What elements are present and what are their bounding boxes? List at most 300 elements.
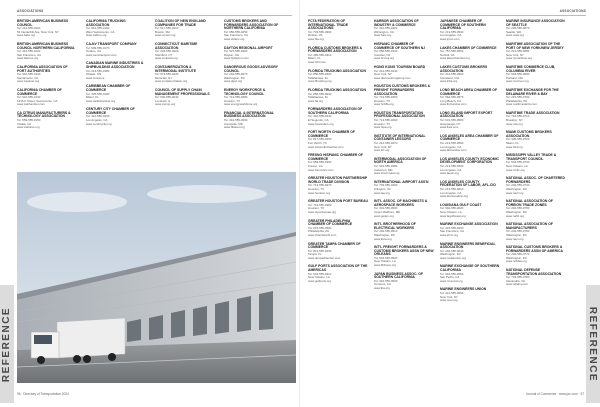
entry-detail-line: Philadelphia, PA: [506, 99, 527, 103]
entry-detail-line: Tel: 213-555-0540: [440, 30, 464, 34]
entry-detail-line: Norfolk, VA: [440, 53, 455, 57]
directory-entry: [374, 135, 434, 153]
directory-entry: [374, 223, 434, 241]
entry-detail-line: Seattle, WA: [506, 30, 522, 34]
entry-detail-line: Tallahassee, FL: [308, 76, 329, 80]
entry-name: FLORIDA TRUCKING ASSOCIATION: [308, 68, 366, 73]
entry-detail-line: Houston, TX: [374, 99, 391, 103]
entry-detail-line: Tel: 202-555-0740: [506, 184, 530, 188]
directory-entry: [374, 246, 434, 268]
entry-detail-line: Tel: 310-555-0420: [374, 27, 398, 31]
entry-name: GULF PORTS ASSOCIATION OF THE AMERICAS: [308, 264, 368, 273]
entry-detail-line: New York, NY: [374, 73, 392, 77]
directory-entry: [506, 43, 566, 61]
entry-detail-line: Tel: 202-555-0640: [440, 249, 464, 253]
entry-detail-line: www.goiam.org: [374, 214, 394, 218]
entry-detail-line: Tel: 410-555-0290: [224, 119, 248, 123]
entry-detail-line: Tel: 212-555-0100: [17, 27, 41, 31]
directory-entry: [440, 204, 500, 218]
entry-name: DAYTON REGIONAL AIRPORT: [224, 45, 273, 50]
entry-detail-line: Tel: 713-555-0370: [308, 184, 332, 188]
entry-detail-line: www.cbfanc.org: [224, 37, 245, 41]
entry-name: MARINE EXCHANGE ASSOCIATION: [440, 222, 498, 227]
entry-detail-line: New York, NY: [506, 53, 524, 57]
entry-detail-line: Tel: 305-555-0190: [86, 92, 110, 96]
entry-detail-line: www.lachamber.com: [440, 149, 467, 153]
entry-detail-line: Tel: 310-555-0340: [308, 115, 332, 119]
entry-name: LOS ANGELES COUNTY ECONOMIC DEVELOPMENT CORPORATION: [440, 156, 499, 165]
directory-entry: [440, 112, 500, 130]
directory-entry: [506, 246, 566, 264]
entry-name: MARINE EXCHANGE OF SOUTHERN CALIFORNIA: [440, 264, 500, 273]
entry-name: LAKES CHAMBER OF COMMERCE: [440, 45, 497, 50]
entry-detail-line: www.fortworthchamber.com: [308, 145, 344, 149]
directory-entry: [308, 200, 368, 214]
entry-detail-line: Tel: 310-555-0530: [374, 279, 398, 283]
entry-detail-line: Dayton, OH: [224, 53, 240, 57]
directory-entry: [374, 43, 434, 61]
directory-entry: [308, 108, 368, 126]
entry-detail-line: www.laedc.org: [440, 172, 459, 176]
entry-detail-line: www.intermodal.org: [374, 172, 400, 176]
left-column-2: [86, 20, 146, 131]
entry-detail-line: www.houston.org: [308, 191, 331, 195]
entry-detail-line: www.meu.org: [440, 299, 458, 303]
entry-detail-line: www.dgac.org: [224, 80, 243, 84]
entry-detail-line: www.cscmp.org: [155, 103, 176, 107]
entry-detail-line: Tel: 202-555-0770: [506, 253, 530, 257]
entry-detail-line: Miami, FL: [86, 96, 99, 100]
directory-entry: [224, 47, 284, 61]
entry-detail-line: www.flydayton.com: [224, 57, 249, 61]
right-column-3: [440, 20, 500, 308]
entry-name: NATIONAL ASSOCIATION OF FOREIGN TRADE ZONES: [506, 199, 553, 207]
entry-detail-line: Tel: 630-555-0240: [155, 96, 179, 100]
footer-left: 96 · Directory of Transportation 2024: [17, 392, 69, 396]
entry-detail-line: www.centurycity.org: [86, 122, 112, 126]
entry-detail-line: Fort Worth, TX: [308, 142, 327, 146]
entry-name: HOUSTON TRANSPORTATION PROFESSIONAL ASSOCIATION: [374, 110, 425, 119]
entry-detail-line: Tel: 856-555-0430: [374, 50, 398, 54]
entry-detail-line: Lombard, IL: [155, 99, 171, 103]
entry-name: MISSISSIPPI VALLEY TRADE & TRANSPORT COUNCIL: [506, 153, 557, 161]
entry-detail-line: www.fcbf.org: [506, 145, 523, 149]
top-rule-right: [308, 15, 586, 16]
entry-detail-line: www.lbchamber.com: [440, 103, 467, 107]
entry-detail-line: Sacramento, CA: [17, 76, 39, 80]
entry-detail-line: West Sacramento, CA: [86, 30, 115, 34]
directory-entry: [506, 112, 566, 126]
entry-detail-line: Tel: 415-555-0120: [17, 50, 41, 54]
entry-detail-line: Houston, TX: [308, 207, 325, 211]
entry-detail-line: www.cmaweb.org: [155, 57, 178, 61]
entry-detail-line: El Segundo, CA: [308, 119, 329, 123]
entry-name: MARITIME ASSOCIATION OF THE PORT OF NEW YORK/NEW JERSEY: [506, 41, 564, 50]
entry-detail-line: Tel: 718-555-0710: [506, 115, 530, 119]
entry-name: MARITIME EXCHANGE FOR THE DELAWARE RIVER & BAY: [506, 87, 559, 96]
reference-side-tab-left: [0, 285, 14, 403]
entry-detail-line: Tel: 850-555-0330: [308, 92, 332, 96]
entry-detail-line: Camden, NJ: [374, 53, 391, 57]
directory-entry: [440, 66, 500, 84]
entry-detail-line: Los Angeles, CA: [440, 168, 462, 172]
entry-name: COUNCIL OF SUPPLY CHAIN MANAGEMENT PROFESSIONALS: [155, 87, 210, 96]
entry-name: CALIFORNIA ASSOCIATION OF PORT AUTHORITIES: [17, 64, 68, 73]
entry-detail-line: Tel: 301-555-0480: [374, 165, 398, 168]
entry-detail-line: www.containerization.org: [155, 80, 188, 84]
directory-entry: [506, 269, 566, 287]
entry-detail-line: Tel: 713-555-0380: [308, 203, 332, 207]
entry-name: INTERNATIONAL AIRPORT ASS'N: [374, 179, 429, 184]
entry-detail-line: 52 Vanderbilt Ave, New York, NY: [17, 30, 59, 34]
directory-entry: [440, 223, 500, 237]
entry-name: JAPANESE CHAMBER OF COMMERCE OF SOUTHERN CALIFORNIA: [440, 19, 486, 31]
entry-detail-line: Wilmington, CA: [374, 30, 394, 34]
directory-entry: [506, 177, 566, 195]
entry-name: MARITIME COMMERCE CLUB, COLUMBIA RIVER: [506, 64, 556, 73]
entry-detail-line: Fresno, CA: [308, 165, 323, 168]
directory-entry: [440, 47, 500, 61]
directory-entry: [374, 112, 434, 130]
reference-tab-label-right: REFERENCE: [587, 306, 599, 382]
directory-entry: [17, 66, 77, 84]
directory-entry: [308, 243, 368, 261]
entry-detail-line: Philadelphia, PA: [308, 230, 329, 234]
entry-detail-line: Tel: 916-555-0140: [17, 96, 41, 100]
entry-detail-line: www.chamberphl.com: [308, 233, 337, 237]
entry-detail-line: Tel: 202-555-0760: [506, 230, 530, 234]
entry-name: CONNECTICUT MARITIME ASSOCIATION: [155, 41, 198, 50]
entry-detail-line: Tel: 559-555-0360: [308, 161, 332, 165]
entry-detail-line: www.hccsnj.org: [374, 57, 395, 61]
entry-name: CA-NV TRANSPORT COMPANY: [86, 41, 137, 46]
entry-detail-line: Washington, DC: [506, 233, 527, 237]
directory-entry: [506, 20, 566, 38]
directory-entry: [224, 20, 284, 42]
entry-detail-line: www.calchamber.com: [17, 103, 45, 107]
entry-detail-line: www.forwarders.org: [308, 122, 334, 126]
right-page: [300, 0, 600, 407]
directory-entry: [17, 20, 77, 38]
entry-detail-line: New Orleans, LA: [374, 260, 396, 264]
left-column-1: [17, 20, 77, 135]
entry-detail-line: www.ncbfaa.org: [506, 260, 527, 264]
entry-detail-line: Tel: 504-555-0730: [506, 161, 530, 165]
entry-detail-line: Tel: 216-555-0560: [440, 73, 464, 77]
entry-detail-line: Tel: 212-555-0440: [374, 69, 398, 73]
entry-name: LONG BEACH AREA CHAMBER OF COMMERCE: [440, 87, 498, 96]
entry-name: NATIONAL CUSTOMS BROKERS & FORWARDERS ASSN OF AMERICA: [506, 245, 563, 253]
entry-name: CALIFORNIA TRUCKING ASSOCIATION: [86, 19, 126, 27]
entry-detail-line: www.launionaflcio.org: [440, 195, 468, 199]
entry-detail-line: Tel: 713-555-0460: [374, 119, 398, 123]
entry-detail-line: www.htpa.org: [374, 126, 392, 130]
entry-detail-line: www.capanet.org: [17, 80, 40, 84]
entry-name: FORT WORTH CHAMBER OF COMMERCE: [308, 130, 355, 138]
section-header-left: ASSOCIATIONS: [17, 9, 44, 13]
entry-detail-line: Houston, TX: [374, 122, 391, 126]
entry-name: GREATER PHILADELPHIA CHAMBER OF COMMERCE: [308, 218, 353, 227]
entry-detail-line: www.fcbf.com: [308, 60, 326, 64]
directory-entry: [224, 66, 284, 84]
directory-entry: [86, 62, 146, 80]
entry-detail-line: www.lakeschamber.org: [440, 57, 470, 61]
entry-detail-line: www.babc.org: [17, 34, 36, 38]
entry-name: HONG KONG TOURISM BOARD: [374, 64, 426, 69]
entry-detail-line: www.mvttc.org: [506, 168, 525, 172]
entry-detail-line: www.mta.org: [506, 122, 523, 126]
entry-name: GREATER HOUSTON PARTNERSHIP WORLD TRADE DIVISION: [308, 176, 368, 184]
entry-detail-line: www.discoverhongkong.com: [374, 76, 411, 80]
entry-detail-line: Brooklyn, NY: [506, 119, 523, 123]
entry-detail-line: www.conect.org: [155, 34, 176, 38]
entry-detail-line: Tel: 703-555-0300: [308, 30, 332, 34]
entry-name: MARINE INSURANCE ASSOCIATION OF SEATTLE: [506, 19, 565, 27]
directory-entry: [440, 158, 500, 176]
entry-detail-line: www.ndtahq.com: [506, 283, 529, 287]
entry-detail-line: Ontario, CA: [86, 50, 102, 54]
entry-detail-line: www.fita.org: [308, 37, 324, 41]
entry-detail-line: Tel: 504-555-0520: [374, 256, 398, 260]
entry-detail-line: Tel: 504-555-0620: [440, 207, 464, 211]
entry-detail-line: Washington, DC: [440, 253, 461, 257]
entry-name: FLORIDA CUSTOMS BROKERS & FORWARDERS ASSOCIATION: [308, 45, 363, 54]
entry-detail-line: www.fibanet.org: [224, 126, 245, 130]
entry-detail-line: www.caribchamber.org: [86, 99, 116, 103]
entry-detail-line: Portland, OR: [506, 76, 523, 80]
entry-detail-line: Hauppauge, NY: [440, 122, 461, 126]
entry-detail-line: Tel: 713-555-0450: [374, 96, 398, 100]
entry-detail-line: Tel: 213-555-0590: [440, 142, 464, 146]
entry-detail-line: www.naftz.org: [506, 214, 525, 218]
directory-entry: [155, 43, 215, 61]
entry-detail-line: Tel: 504-555-0410: [308, 272, 332, 276]
entry-detail-line: Tel: 916-555-0130: [17, 73, 41, 77]
entry-detail-line: www.sfmx.org: [440, 233, 458, 237]
entry-detail-line: Tel: 212-555-0470: [374, 142, 398, 146]
reference-side-tab-right: [586, 285, 600, 403]
left-column-3: [155, 20, 215, 112]
directory-entry: [506, 131, 566, 149]
entry-detail-line: Tel: 202-555-0750: [506, 207, 530, 211]
directory-entry: [308, 220, 368, 238]
entry-detail-line: www.lagulfcoast.org: [440, 214, 466, 218]
entry-name: CONTAINERIZATION & INTERMODAL INSTITUTE: [155, 64, 197, 73]
directory-entry: [440, 20, 500, 42]
entry-detail-line: Boston, MA: [155, 30, 170, 34]
entry-detail-line: www.calcitrus.org: [17, 126, 40, 130]
entry-detail-line: Alexandria, VA: [506, 279, 525, 283]
entry-detail-line: Tel: 631-555-0580: [440, 119, 464, 123]
entry-detail-line: Tel: 650-555-0250: [224, 30, 248, 34]
entry-name: INT'L ASSOC. OF MACHINISTS & AEROSPACE WORKERS: [374, 199, 428, 207]
directory-entry: [374, 273, 434, 291]
entry-detail-line: New Orleans, LA: [308, 276, 330, 280]
entry-name: NATIONAL ASSOC. OF CHARTERED FORWARDERS: [506, 176, 565, 184]
directory-entry: [86, 108, 146, 126]
right-column-2: [374, 20, 434, 296]
entry-detail-line: www.nam.org: [506, 237, 524, 241]
entry-detail-line: Tel: 703-555-0780: [506, 276, 530, 280]
entry-detail-line: www.mias.org: [506, 34, 524, 38]
directory-entry: [308, 131, 368, 149]
entry-detail-line: www.nymaritime.org: [506, 57, 533, 61]
directory-entry: [155, 66, 215, 84]
entry-detail-line: www.mxsocal.org: [440, 279, 463, 283]
entry-detail-line: Tel: 713-555-0280: [224, 96, 248, 100]
entry-name: MIAMI CUSTOMS BROKERS ASSOCIATION: [506, 130, 552, 138]
entry-name: GREATER TAMPA CHAMBER OF COMMERCE: [308, 241, 361, 250]
entry-detail-line: Miami, FL: [308, 57, 321, 61]
entry-detail-line: www.maritimedelriv.com: [506, 103, 537, 107]
entry-detail-line: Tel: 215-555-0700: [506, 96, 530, 100]
entry-detail-line: Tel: 916-555-0160: [86, 27, 110, 31]
entry-detail-line: www.canvtransport.com: [86, 53, 117, 57]
entry-name: HARBOR ASSOCIATION OF INDUSTRY & COMMERCE: [374, 19, 419, 27]
entry-name: MARITIME TRADE ASSOCIATION: [506, 110, 560, 115]
directory-entry: [17, 112, 77, 130]
entry-detail-line: Tel: 202-555-0510: [374, 230, 398, 234]
directory-entry: [17, 43, 77, 61]
entry-detail-line: www.mccriver.org: [506, 80, 529, 84]
directory-entry: [440, 288, 500, 302]
directory-entry: [374, 66, 434, 80]
entry-name: DANGEROUS GOODS ADVISORY COUNCIL: [224, 64, 278, 73]
entry-detail-line: Tampa, FL: [308, 253, 322, 257]
entry-detail-line: Upper Marlboro, MD: [374, 210, 401, 214]
entry-detail-line: Los Angeles, CA: [440, 145, 462, 149]
entry-detail-line: Houston, TX: [224, 99, 241, 103]
entry-detail-line: Houston, TX: [308, 187, 325, 191]
entry-detail-line: www.caltrux.org: [86, 34, 107, 38]
entry-detail-line: Tel: 212-555-0660: [440, 292, 464, 296]
entry-name: MARINE ENGINEERS BENEFICIAL ASSOCIATION: [440, 241, 496, 250]
directory-entry: [308, 70, 368, 84]
entry-name: GREATER HOUSTON PORT BUREAU: [308, 199, 368, 204]
entry-detail-line: Tel: 212-555-0680: [506, 50, 530, 54]
directory-entry: [440, 243, 500, 261]
entry-detail-line: New Orleans, LA: [506, 165, 528, 168]
entry-detail-line: www.iaa.org: [374, 191, 390, 195]
entry-detail-line: Tel: 213-555-0610: [440, 187, 464, 191]
entry-detail-line: Washington, DC: [506, 256, 527, 260]
entry-detail-line: www.tampachamber.com: [308, 256, 341, 260]
entry-detail-line: Miami, FL: [506, 142, 519, 146]
right-column-4: [506, 20, 566, 292]
directory-entry: [308, 265, 368, 283]
directory-entry: [308, 47, 368, 65]
entry-detail-line: Tel: 203-555-0220: [155, 50, 179, 54]
entry-detail-line: Ottawa, ON: [86, 73, 102, 77]
entry-detail-line: New Orleans, LA: [440, 210, 462, 214]
entry-detail-line: www.haic.org: [374, 34, 392, 38]
entry-detail-line: www.fresnohcc.com: [308, 168, 334, 172]
entry-detail-line: Reston, VA: [308, 34, 323, 38]
entry-name: LAKES CUSTOMS BROKERS ASSOCIATION: [440, 64, 488, 73]
entry-name: HOUSTON CUSTOMS BROKERS & FREIGHT FORWARDERS ASSOCIATION: [374, 84, 431, 96]
directory-entry: [440, 181, 500, 199]
entry-name: INT'L BROTHERHOOD OF ELECTRICAL WORKERS: [374, 222, 416, 230]
directory-entry: [17, 89, 77, 107]
entry-name: CALIFORNIA CHAMBER OF COMMERCE: [17, 87, 62, 96]
entry-name: BRITISH-AMERICAN BUSINESS COUNCIL: [17, 19, 69, 27]
entry-name: INSTITUTE OF INTERNATIONAL CONTAINER LESSORS: [374, 133, 426, 142]
entry-detail-line: Tel: 559-555-0150: [17, 119, 41, 123]
entry-detail-line: Tallahassee, FL: [308, 96, 329, 100]
entry-name: JAPAN BUSINESS ASSOC. OF SOUTHERN CALIFORNIA: [374, 271, 423, 280]
entry-detail-line: www.cmisa.ca: [86, 76, 105, 80]
entry-name: COALITION OF NEW ENGLAND COMPANIES FOR TRADE: [155, 19, 206, 27]
directory-entry: [506, 223, 566, 241]
entry-detail-line: Tel: 817-555-0350: [308, 138, 332, 142]
directory-entry: [440, 265, 500, 283]
entry-detail-line: San Francisco, CA: [440, 230, 465, 234]
entry-detail-line: Calverton, MD: [374, 168, 393, 172]
directory-entry: [506, 200, 566, 218]
entry-name: ENERGY WORKFORCE & TECHNOLOGY COUNCIL: [224, 87, 266, 96]
entry-detail-line: Tel: 206-555-0670: [506, 27, 530, 31]
entry-detail-line: Tel: 215-555-0390: [308, 226, 332, 230]
directory-entry: [308, 89, 368, 103]
entry-detail-line: Tel: 202-555-0270: [224, 73, 248, 77]
section-header-right: ASSOCIATIONS: [559, 9, 586, 13]
entry-name: FORWARDERS ASSOCIATION OF SOUTHERN CALIFORNIA: [308, 107, 363, 115]
entry-detail-line: San Francisco, CA: [17, 53, 42, 57]
entry-detail-line: Los Angeles, CA: [86, 119, 108, 123]
entry-detail-line: Washington, DC: [506, 210, 527, 214]
directory-entry: [308, 154, 368, 172]
entry-detail-line: Long Beach, CA: [440, 99, 462, 103]
entry-detail-line: www.iffcbano.org: [374, 264, 396, 268]
entry-detail-line: Tel: 973-555-0230: [155, 73, 179, 77]
entry-name: FRESNO HISPANIC CHAMBER OF COMMERCE: [308, 153, 363, 161]
entry-detail-line: www.fltrucking.org: [308, 80, 332, 84]
entry-detail-line: Tel: 813-555-0400: [308, 249, 332, 253]
top-rule-left: [17, 15, 292, 16]
entry-detail-line: www.mebaunion.org: [440, 256, 467, 260]
entry-detail-line: Los Angeles, CA: [440, 34, 462, 38]
entry-detail-line: Los Angeles, CA: [440, 191, 462, 195]
entry-name: BRITISH-AMERICAN BUSINESS COUNCIL NORTHERN CALIFORNIA: [17, 41, 75, 50]
entry-name: MARINE ENGINEERS UNION: [440, 287, 487, 292]
entry-name: LONG ISLAND IMPORT EXPORT ASSOCIATION: [440, 110, 493, 119]
entry-detail-line: Tel: 305-555-0720: [506, 138, 530, 142]
directory-entry: [155, 20, 215, 38]
entry-detail-line: www.ibew.org: [374, 237, 392, 241]
entry-name: NATIONAL DEFENSE TRANSPORTATION ASSOCIATION: [506, 268, 562, 276]
entry-name: CUSTOMS BROKERS AND FORWARDERS ASSOCIATION OF NORTHERN CALIFORNIA: [224, 19, 279, 31]
directory-entry: [308, 177, 368, 195]
directory-entry: [308, 20, 368, 42]
entry-detail-line: Tel: 757-555-0550: [440, 50, 464, 54]
entry-detail-line: Annapolis, MD: [224, 122, 243, 126]
entry-detail-line: www.hcbffa.org: [374, 103, 394, 107]
entry-detail-line: www.jba.org: [374, 287, 390, 291]
entry-detail-line: www.nacf.org: [506, 191, 524, 195]
warehouse-with-truck-photo: [17, 172, 296, 383]
entry-detail-line: Stamford, CT: [155, 53, 173, 57]
directory-entry: [224, 89, 284, 107]
entry-name: HISPANIC CHAMBER OF COMMERCE OF SOUTHERN NJ: [374, 41, 426, 50]
reference-tab-label-left: REFERENCE: [1, 306, 13, 382]
entry-detail-line: www.energyworkforce.org: [224, 103, 258, 107]
directory-entry: [440, 89, 500, 107]
entry-detail-line: Visalia, CA: [17, 122, 32, 126]
directory-entry: [506, 89, 566, 107]
entry-detail-line: Washington, DC: [374, 233, 395, 237]
directory-entry: [506, 154, 566, 172]
entry-detail-line: www.iicl.org: [374, 149, 390, 153]
